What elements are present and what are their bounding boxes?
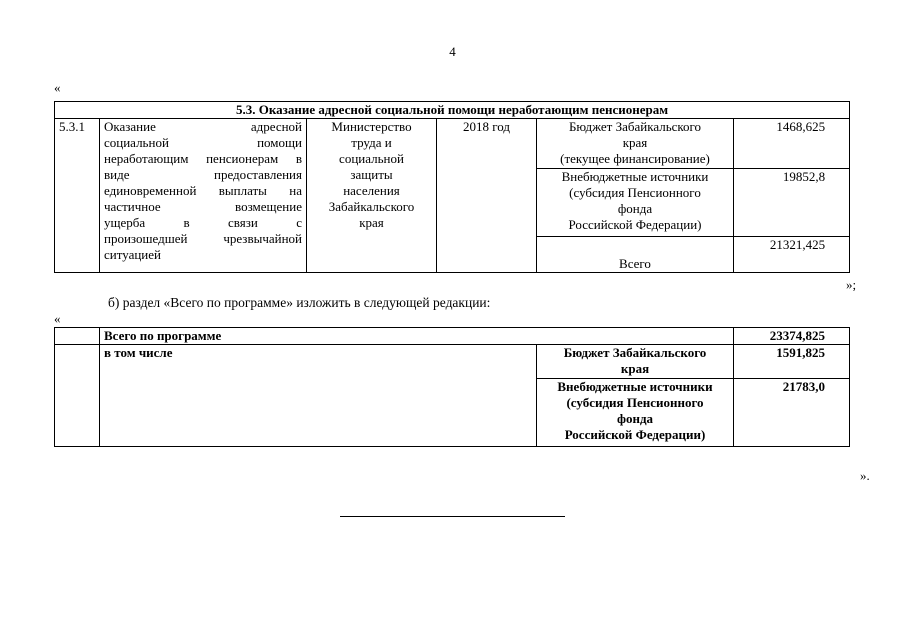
name-line: единовременной выплаты на [104,183,302,198]
source-line: края [620,361,650,376]
source-line: Внебюджетные источники [561,169,709,184]
source-line: Бюджет Забайкальского [563,345,707,360]
funding-source [537,119,734,169]
total-label: Всего по программе [100,328,734,345]
funding-source [537,345,734,379]
source-line: Внебюджетные источники [557,379,713,394]
executor-line: труда и [351,135,392,150]
name-line: ситуацией [104,247,161,262]
name-line: произошедшей чрезвычайной [104,231,302,246]
total-table [54,327,850,447]
program-table [54,101,850,273]
executor-line: социальной [339,151,404,166]
instruction-text: б) раздел «Всего по программе» изложить в следующей редакции: [108,295,491,310]
close-quote: ». [860,468,870,483]
executor-line: населения [343,183,400,198]
open-quote: « [54,80,61,95]
page-number: 4 [449,44,456,59]
separator-line [340,516,565,517]
funding-value-total: 21321,425 [734,237,850,273]
close-quote: »; [846,277,857,292]
executor-line: края [359,215,384,230]
funding-source-total: Всего [537,237,734,273]
source-line: Бюджет Забайкальского [568,119,702,134]
name-line: социальной помощи [104,135,302,150]
funding-value: 1468,625 [734,119,850,169]
executor-line: Забайкальского [328,199,415,214]
funding-value: 1591,825 [734,345,850,379]
empty-cell [55,345,100,447]
total-value: 23374,825 [734,328,850,345]
source-line: фонда [617,201,653,216]
open-quote: « [54,311,61,326]
row-number: 5.3.1 [55,119,100,273]
section-title: 5.3. Оказание адресной социальной помощи неработающим пенсионерам [55,102,850,119]
empty-cell [55,328,100,345]
name-line: виде предоставления [104,167,302,182]
source-line: (текущее финансирование) [560,151,710,166]
name-line: Оказание адресной [104,119,302,134]
funding-value: 21783,0 [734,379,850,447]
funding-source [537,169,734,237]
source-line: края [622,135,648,150]
funding-value: 19852,8 [734,169,850,237]
measure-name [100,119,307,273]
year: 2018 год [437,119,537,273]
name-line: неработающим пенсионерам в [104,151,302,166]
including-label: в том числе [100,345,537,447]
source-line: (субсидия Пенсионного [569,185,701,200]
source-line: Российской Федерации) [564,427,706,442]
name-line: частичное возмещение [104,199,302,214]
source-line: (субсидия Пенсионного [566,395,704,410]
funding-source [537,379,734,447]
executor-line: защиты [350,167,393,182]
executor [307,119,437,273]
name-line: ущерба в связи с [104,215,302,230]
executor-line: Министерство [331,119,412,134]
source-line: фонда [616,411,654,426]
source-line: Российской Федерации) [568,217,702,232]
